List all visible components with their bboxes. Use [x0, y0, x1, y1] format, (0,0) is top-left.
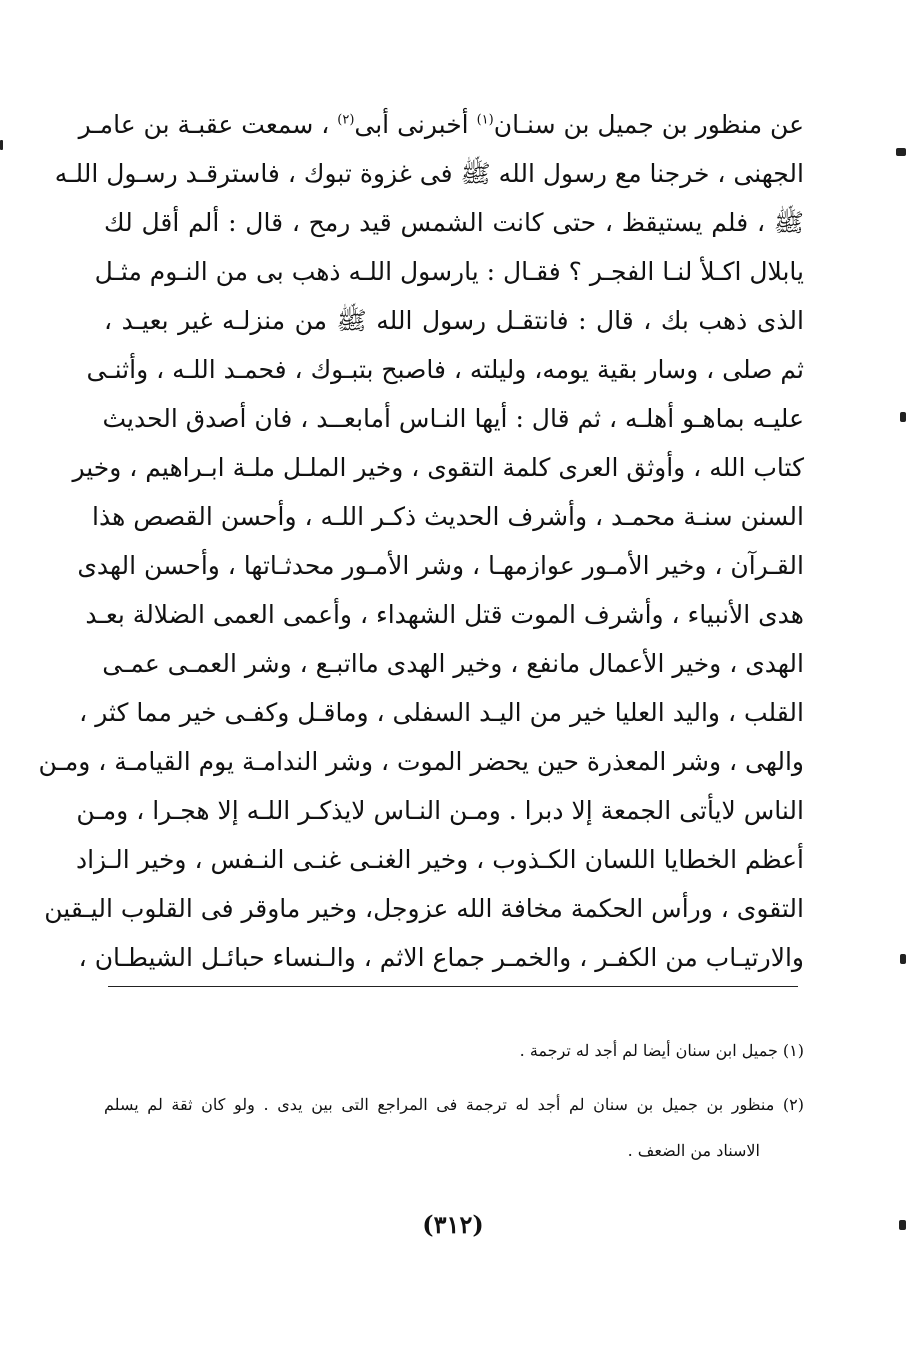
footnote-2-line-2: الاسناد من الضعف .: [627, 1141, 760, 1160]
text-line-1: [78, 100, 804, 149]
text-line-3: ﷺ ، فلم يستيقظ ، حتى كانت الشمس قيد رمح ، قال : ألم أقل لك: [104, 208, 804, 237]
text-line-5: الذى ذهب بك ، قال : فانتقـل رسول الله ﷺ من منزلـه غير بعيـد ،: [104, 306, 804, 335]
footnotes: [104, 1040, 804, 1162]
main-text-block: [38, 100, 804, 982]
footnote-ref-2: (٢): [337, 112, 355, 128]
text-line-2: الجهنى ، خرجنا مع رسول الله ﷺ فى غزوة تبوك ، فاسترقـد رسـول اللـه: [54, 159, 804, 188]
scan-edge-mark: [900, 954, 906, 964]
text-line-6: ثم صلى ، وسار بقية يومه، وليلته ، فاصبح بتبـوك ، فحمـد اللـه ، وأثنـى: [86, 355, 804, 384]
page-number: (٣١٢): [422, 1210, 484, 1239]
footnote-ref-1: (١): [476, 112, 494, 128]
text-line-4: يابلال اكـلأ لنـا الفجـر ؟ فقـال : يارسول اللـه ذهب بى من النـوم مثـل: [94, 257, 804, 286]
text-line-1-middle: أخبرنى أبى: [354, 110, 469, 139]
scan-edge-mark: [0, 140, 3, 150]
scan-edge-mark: [896, 148, 906, 156]
text-line-13: القلب ، واليد العليا خير من اليـد السفلى ، وماقـل وكفـى خير مما كثر ،: [79, 698, 804, 727]
text-line-15: الناس لايأتى الجمعة إلا دبرا . ومـن النـاس لايذكـر اللـه إلا هجـرا ، ومـن: [76, 796, 804, 825]
footnote-2-line-1: (٢) منظور بن جميل بن سنان لم أجد له ترجمة فى المراجع التى بين يدى . ولو كان ثقة لم يسلم: [104, 1095, 804, 1114]
text-line-8: كتاب الله ، وأوثق العرى كلمة التقوى ، وخير الملـل ملـة ابـراهيم ، وخير: [72, 453, 804, 482]
text-line-18: والارتيـاب من الكفـر ، والخمـر جماع الاثم ، والـنساء حبائـل الشيطـان ،: [78, 943, 804, 972]
text-line-14: والهى ، وشر المعذرة حين يحضر الموت ، وشر الندامـة يوم القيامـة ، ومـن: [38, 747, 804, 776]
text-line-12: الهدى ، وخير الأعمال مانفع ، وخير الهدى مااتبـع ، وشر العمـى عمـى: [102, 649, 804, 678]
text-line-7: عليـه بماهـو أهلـه ، ثم قال : أيها النـاس أمابعــد ، فان أصدق الحديث: [102, 404, 804, 433]
scan-edge-mark: [899, 1220, 906, 1230]
text-line-1-end: ، سمعت عقبـة بن عامـر: [78, 110, 330, 139]
footnote-1: (١) جميل ابن سنان أيضا لم أجد له ترجمة .: [519, 1041, 804, 1060]
footnote-separator: [108, 986, 798, 987]
text-line-16: أعظم الخطايا اللسان الكـذوب ، وخير الغنـى غنـى النـفس ، وخير الـزاد: [75, 845, 804, 874]
text-line-11: هدى الأنبياء ، وأشرف الموت قتل الشهداء ، وأعمى العمى الضلالة بعـد: [85, 600, 804, 629]
text-line-17: التقوى ، ورأس الحكمة مخافة الله عزوجل، وخير ماوقر فى القلوب اليـقين: [44, 894, 804, 923]
text-line-10: القـرآن ، وخير الأمـور عوازمهـا ، وشر الأمـور محدثـاتها ، وأحسن الهدى: [77, 551, 804, 580]
text-line-9: السنن سنـة محمـد ، وأشرف الحديث ذكـر اللـه ، وأحسن القصص هذا: [92, 502, 804, 531]
scan-edge-mark: [900, 412, 906, 422]
text-line-1-start: عن منظور بن جميل بن سنـان: [493, 110, 804, 139]
